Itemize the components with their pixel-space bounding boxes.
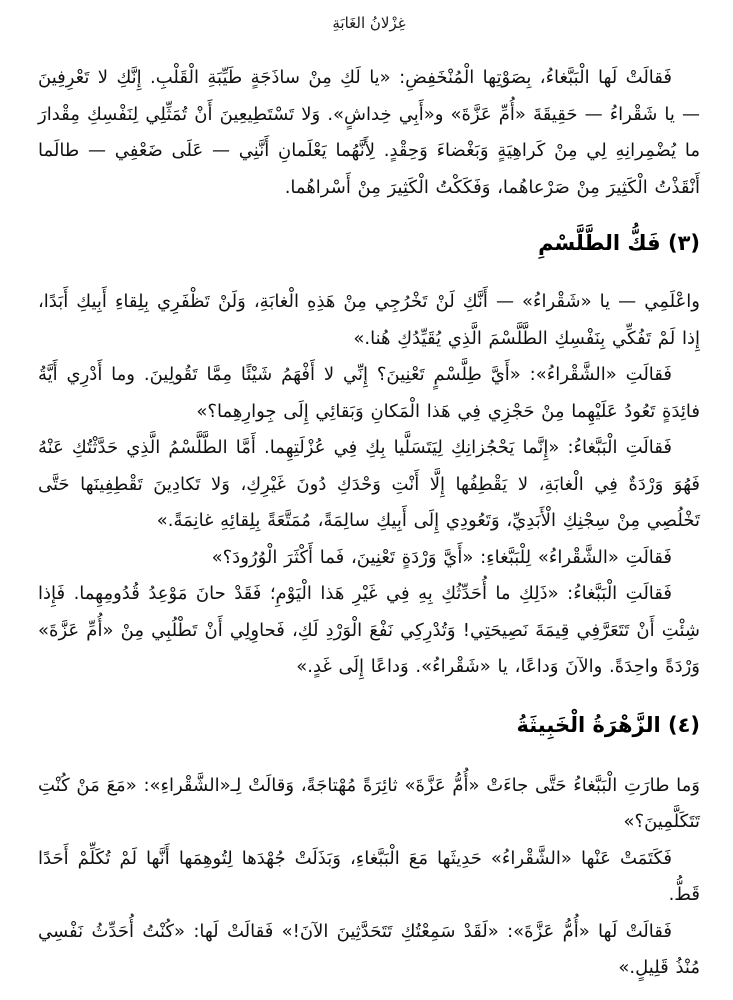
body-paragraph: فَقالَتْ لَها الْبَبَّغاءُ، بِصَوْتِها الْمُنْخَفِضِ: «يا لَكِ مِنْ ساذَجَةٍ طَيِّبَةِ الْقَلْبِ. إِنَّكِ لا تَعْرِفِينَ — يا شَقْراءُ — حَقِيقَةَ «أُمِّ عَزَّةَ» و«أَبِي خِداشٍ». وَلا تَسْتَطِيعِينَ أَنْ تُمَثِّلِي لِنَفْسِكِ مِقْدارَ ما يُضْمِرانِهِ لِي مِنْ كَراهِيَةٍ وَبَغْضاءَ وَحِقْدٍ. لِأَنَّهُما يَعْلَمانِ أَنَّنِي — عَلَى ضَعْفِي — طالَما أَنْقَذْتُ الْكَثِيرَ مِنْ صَرْعاهُما، وَفَكَكْتُ الْكَثِيرَ مِنْ أَسْراهُما.	[38, 67, 700, 198]
section-heading-3: (٣) فَكُّ الطَّلَّسْمِ	[538, 231, 700, 255]
section-heading-4: (٤) الزَّهْرَةُ الْخَبِيثَةُ	[516, 712, 700, 737]
body-paragraph: فَقالَتِ الْبَبَّغاءُ: «ذَلِكِ ما أُحَدِّثُكِ بِهِ فِي غَيْرِ هَذا الْيَوْمِ؛ فَقَدْ حانَ مَوْعِدُ قُدُومِهِما. فَإِذا شِئْتِ أَنْ تَتَعَرَّفِي قِيمَةَ نَصِيحَتِي! وَتُدْرِكِي نَفْعَ الْوَرْدِ لَكِ، فَحاوِلِي أَنْ تَطْلُبِي مِنْ «أُمِّ عَزَّةَ» وَرْدَةً واحِدَةً. والآنَ وَداعًا، يا «شَقْراءُ». وَداعًا إِلَى غَدٍ.»	[38, 583, 700, 677]
body-paragraph: فَقالَتِ «الشَّقْراءُ»: «أَيَّ طِلَّسْمٍ تَعْنِينَ؟ إِنِّي لا أَفْهَمُ شَيْئًا مِمَّا تَقُولِينَ. وما أَدْرِي أَيَّةُ فائِدَةٍ تَعُودُ عَلَيْهِما مِنْ حَجْزِي فِي هَذا الْمَكانِ وَبَقائِي إِلَى جِوارِهِما؟»	[38, 364, 700, 422]
body-paragraph: فَقالَتْ لَها «أُمُّ عَزَّةَ»: «لَقَدْ سَمِعْتُكِ تَتَحَدَّثِينَ الآنَ!» فَقالَتْ لَها: «كُنْتُ أُحَدِّثُ نَفْسِي مُنْذُ قَلِيلٍ.»	[38, 920, 700, 978]
body-paragraph: فَكَتَمَتْ عَنْها «الشَّقْراءُ» حَدِيثَها مَعَ الْبَبَّغاءِ، وَبَذَلَتْ جُهْدَها لِتُوهِمَها أَنَّها لَمْ تُكَلِّمْ أَحَدًا قَطُّ.	[38, 847, 700, 905]
running-header-book-title: غِزْلانُ الغَابَةِ	[332, 14, 406, 32]
body-paragraph: وَما طارَتِ الْبَبَّغاءُ حَتَّى جاءَتْ «أُمُّ عَزَّةَ» ثائِرَةً مُهْتاجَةً، وَقالَتْ لِـ«الشَّقْراءِ»: «مَعَ مَنْ كُنْتِ تَتَكَلَّمِينَ؟»	[38, 774, 700, 832]
body-paragraph: فَقالَتِ «الشَّقْراءُ» لِلْبَبَّغاءِ: «أَيَّ وَرْدَةٍ تَعْنِينَ، فَما أَكْثَرَ الْوُرُودَ؟»	[211, 546, 672, 568]
body-paragraph: واعْلَمِي — يا «شَقْراءُ» — أَنَّكِ لَنْ تَخْرُجِي مِنْ هَذِهِ الْغابَةِ، وَلَنْ تَظْفَرِي بِلِقاءِ أَبِيكِ أَبَدًا، إِذا لَمْ تَفُكِّي بِنَفْسِكِ الطَّلَّسْمَ الَّذِي يُقَيِّدُكِ هُنا.»	[38, 291, 700, 349]
body-paragraph: فَقالَتِ الْبَبَّغاءُ: «إِنَّما يَحْجُزانِكِ لِيَتَسَلَّيا بِكِ فِي عُزْلَتِهِما. أَمَّا الطَّلَّسْمُ الَّذِي حَدَّثْتُكِ عَنْهُ فَهُوَ وَرْدَةٌ فِي الْغابَةِ، لا يَقْطِفُها إِلَّا أَنْتِ وَحْدَكِ دُونَ غَيْرِكِ، وَلا تَكادِينَ تَقْطِفِينَها حَتَّى تَخْلُصِي مِنْ سِجْنِكِ الْأَبَدِيِّ، وَتَعُودِي إِلَى أَبِيكِ سالِمَةً، مُمَتَّعَةً بِلِقائِهِ غانِمَةً.»	[38, 437, 700, 531]
